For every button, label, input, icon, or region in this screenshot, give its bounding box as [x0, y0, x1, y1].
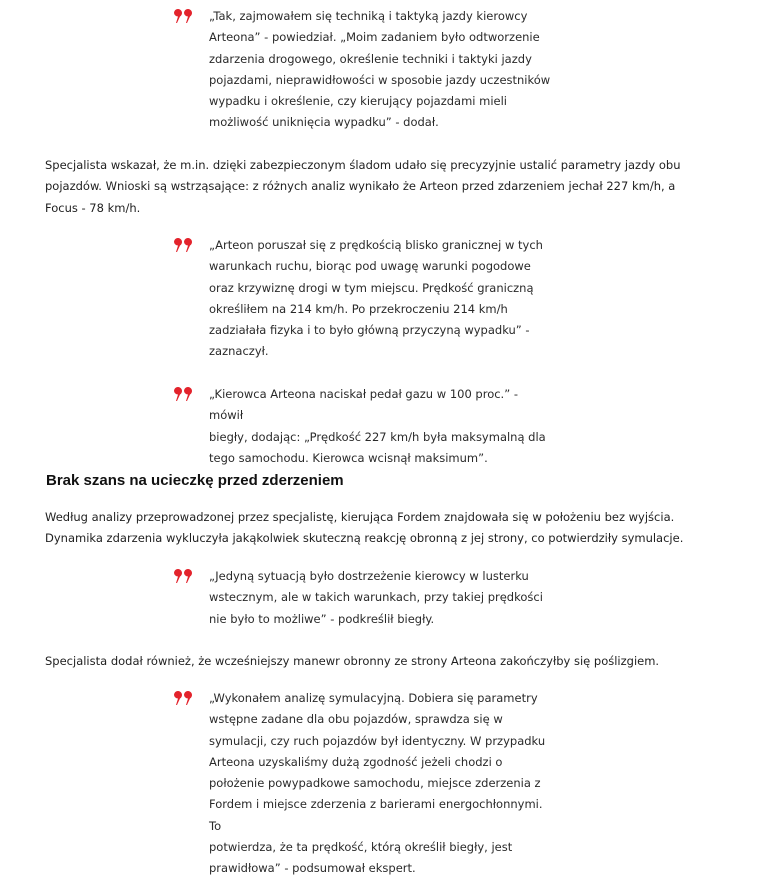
- quote-mark-icon: [172, 6, 194, 26]
- section-heading: Brak szans na ucieczkę przed zderzeniem: [46, 472, 344, 489]
- quote-text: „Kierowca Arteona naciskał pedał gazu w 100 proc.” - mówił biegły, dodając: „Prędkość 227 km/h była maksymalną dla tego samochodu. Kierowca wcisnął maksimum”.: [209, 387, 546, 465]
- quote-text: „Arteon poruszał się z prędkością blisko granicznej w tych warunkach ruchu, biorąc pod uwagę warunki pogodowe oraz krzywiznę drogi w tym miejscu. Prędkość graniczną określiłem na 214 km/h. Po przekroczeniu 214 km/h zadziałała fizyka i to było główną przyczyną wypadku” - zaznaczył.: [209, 238, 543, 359]
- quote-mark-icon: [172, 688, 194, 708]
- paragraph: Specjalista dodał również, że wcześniejszy manewr obronny ze strony Arteona zakończyłby się poślizgiem.: [45, 654, 660, 668]
- quote-mark-icon: [172, 235, 194, 255]
- quote-text: „Jedyną sytuacją było dostrzeżenie kierowcy w lusterku wstecznym, ale w takich warunkach, przy takiej prędkości nie było to możliwe” - podkreślił biegły.: [209, 569, 543, 626]
- quote-text: „Tak, zajmowałem się techniką i taktyką jazdy kierowcy Arteona” - powiedział. „Moim zadaniem było odtworzenie zdarzenia drogowego, określenie techniki i taktyki jazdy pojazdami, nieprawidłowości w sposobie jazdy uczestników wypadku i określenie, czy kierujący pojazdami mieli możliwość uniknięcia wypadku” - dodał.: [209, 9, 551, 130]
- quote-text: „Wykonałem analizę symulacyjną. Dobiera się parametry wstępne zadane dla obu pojazdów, sprawdza się w symulacji, czy ruch pojazdów był identyczny. W przypadku Arteona uzyskaliśmy dużą zgodność jeżeli chodzi o położenie powypadkowe samochodu, miejsce zderzenia z Fordem i miejsce zderzenia z barierami energochłonnymi. To potwierdza, że ta prędkość, którą określił biegły, jest prawidłowa” - podsumował ekspert.: [209, 691, 546, 876]
- quote-mark-icon: [172, 384, 194, 404]
- paragraph: Według analizy przeprowadzonej przez specjalistę, kierująca Fordem znajdowała się w położeniu bez wyjścia. Dynamika zdarzenia wykluczyła jakąkolwiek skuteczną reakcję obronną z jej strony, co potwierdziły symulacje.: [45, 510, 684, 546]
- paragraph: Specjalista wskazał, że m.in. dzięki zabezpieczonym śladom udało się precyzyjnie ustalić parametry jazdy obu pojazdów. Wnioski są wstrząsające: z różnych analiz wynikało że Arteon przed zdarzeniem jechał 227 km/h, a Focus - 78 km/h.: [45, 158, 681, 215]
- quote-mark-icon: [172, 566, 194, 586]
